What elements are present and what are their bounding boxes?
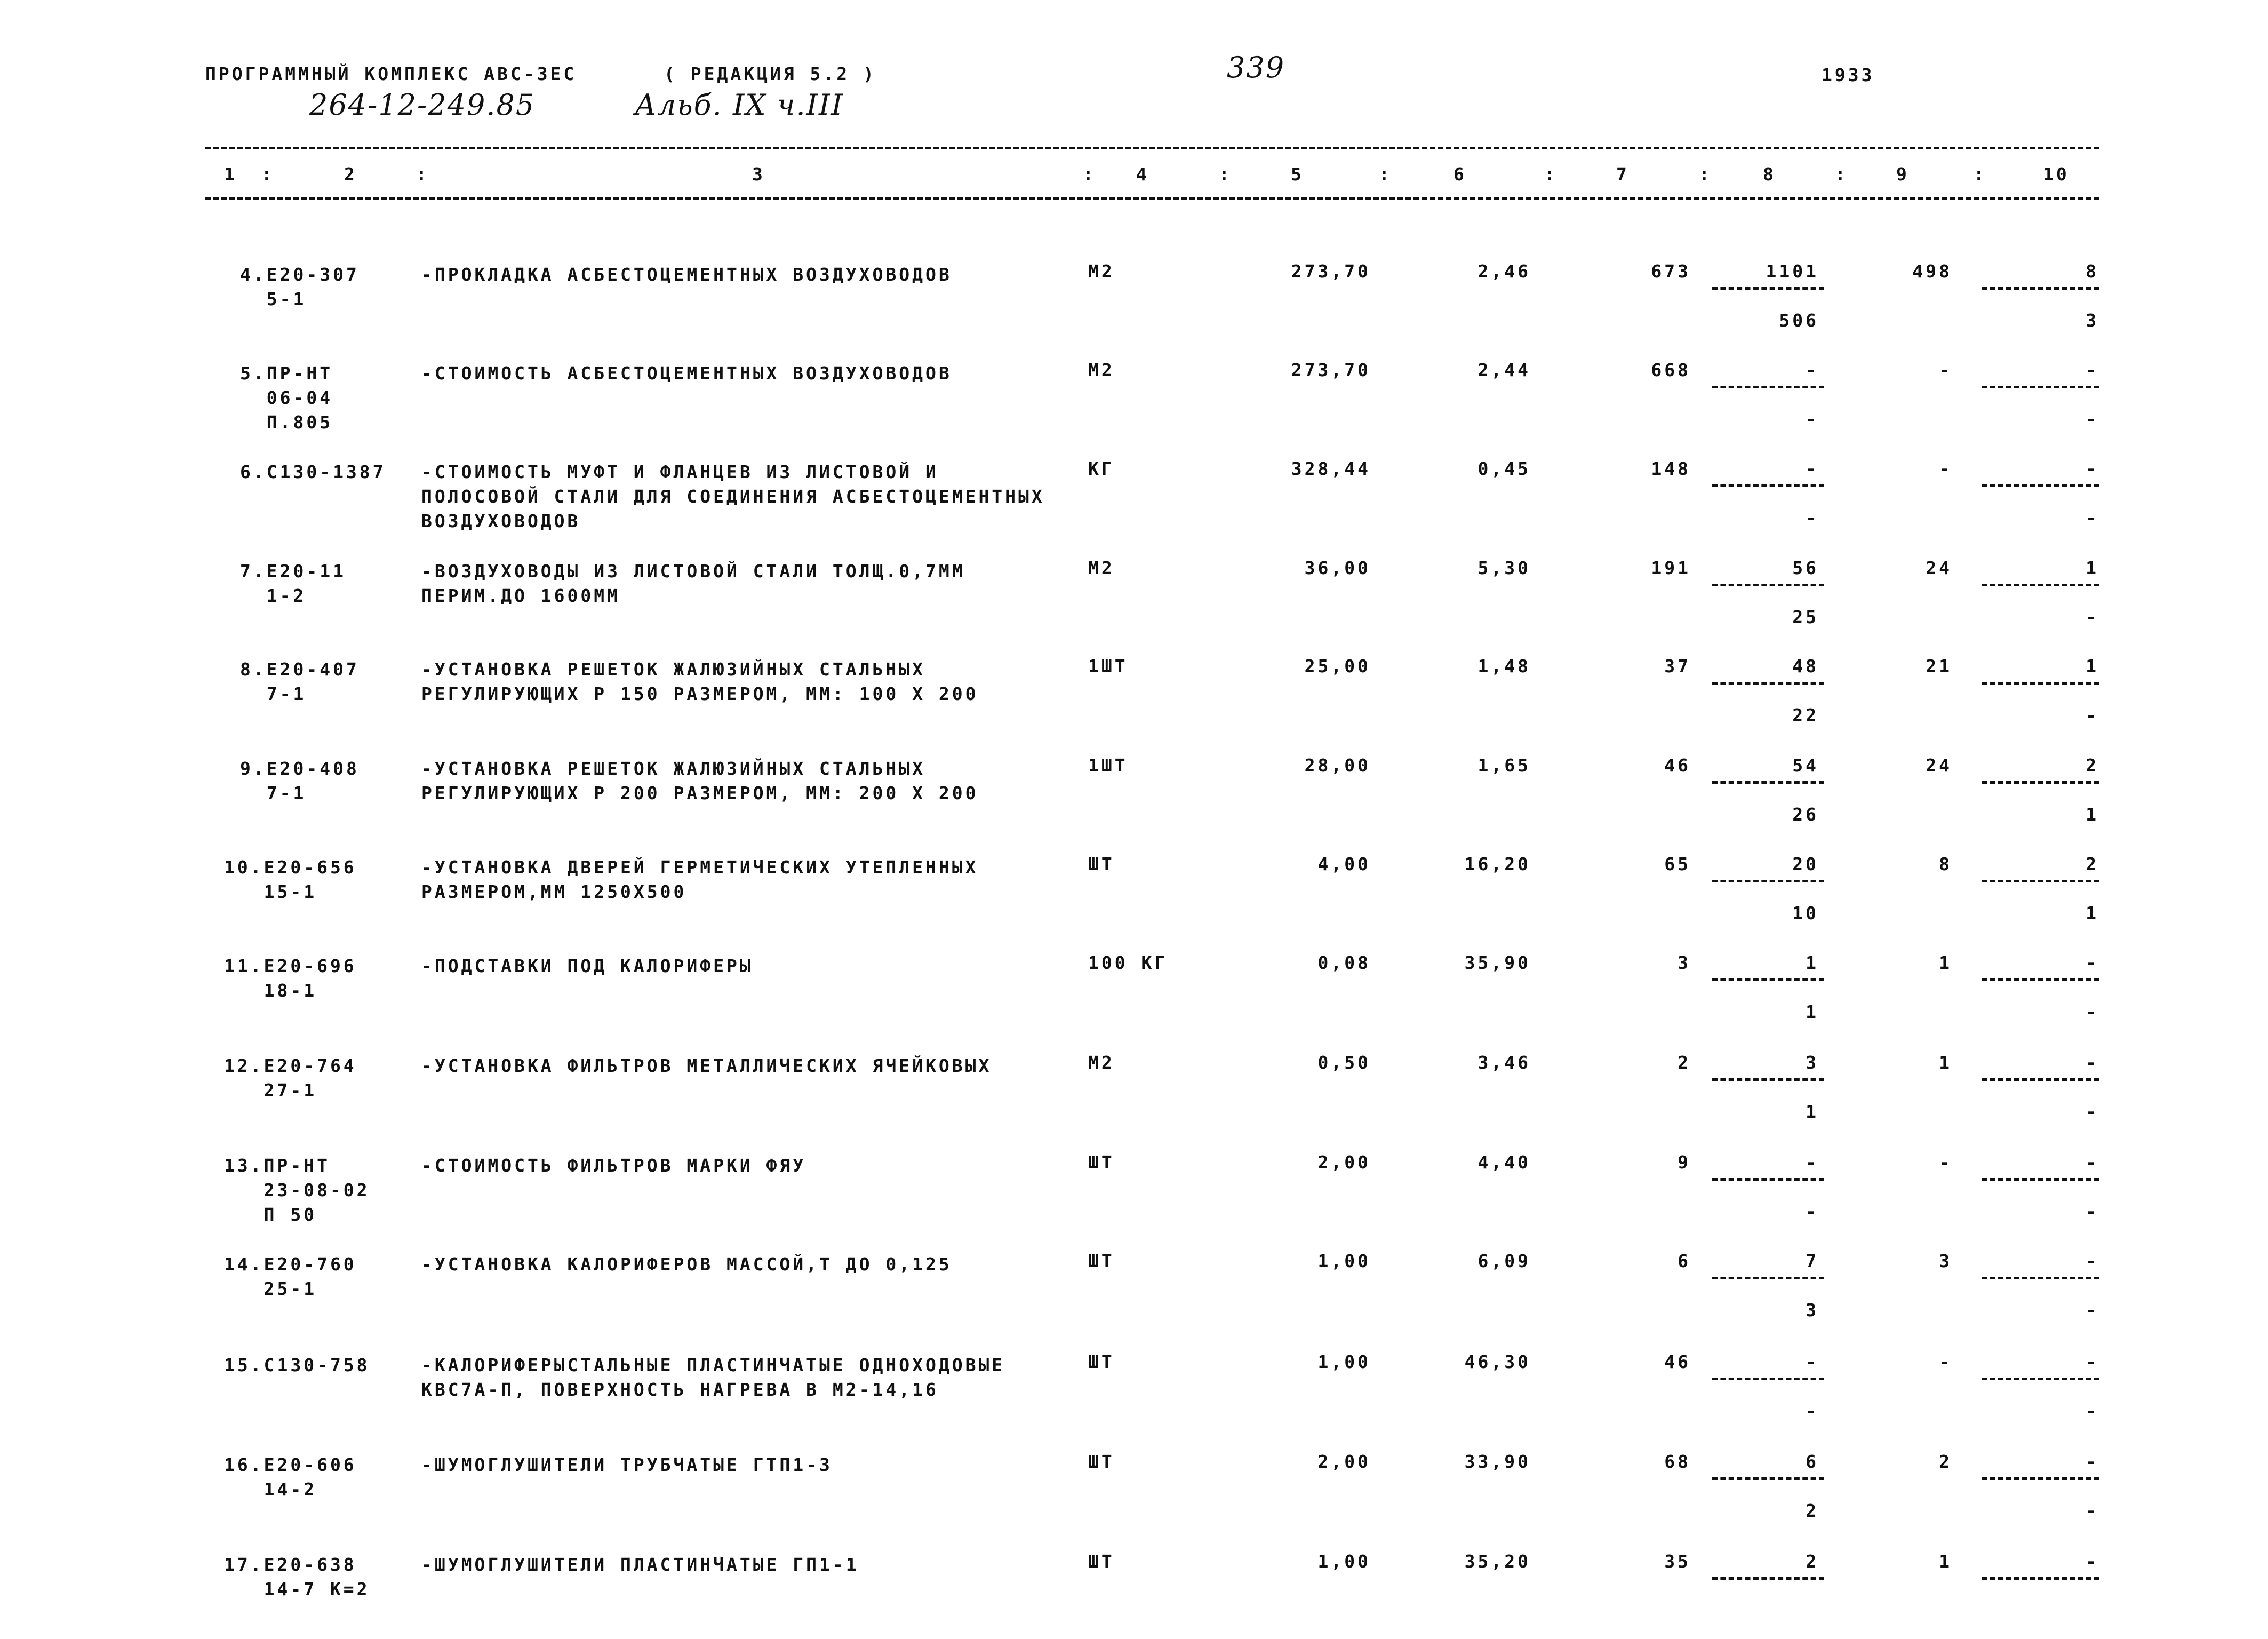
col8-bottom: 22 (1792, 705, 1819, 726)
column-header-9: 9 (1896, 164, 1910, 185)
col10-divider (1982, 1178, 2099, 1181)
unit-price: 5,30 (1478, 558, 1531, 578)
work-code: 15.С130-758 (224, 1355, 370, 1375)
total-cost: 673 (1651, 261, 1691, 282)
col10-bottom: - (2086, 607, 2099, 627)
header-bottom-divider (205, 197, 2099, 200)
work-code: 9.Е20-408 7-1 (240, 758, 360, 803)
work-description: -ВОЗДУХОВОДЫ ИЗ ЛИСТОВОЙ СТАЛИ ТОЛЩ.0,7ММ ПЕРИМ.ДО 1600ММ (421, 561, 965, 606)
col9-value: - (1939, 458, 1952, 479)
col8-divider (1712, 584, 1824, 586)
work-description: -УСТАНОВКА ДВЕРЕЙ ГЕРМЕТИЧЕСКИХ УТЕПЛЕННЫХ РАЗМЕРОМ,ММ 1250Х500 (421, 857, 979, 902)
col8-top: 2 (1806, 1551, 1819, 1572)
unit-price: 33,90 (1464, 1451, 1531, 1472)
work-description: -СТОИМОСТЬ ФИЛЬТРОВ МАРКИ ФЯУ (421, 1155, 806, 1176)
col10-bottom: - (2086, 1401, 2099, 1421)
program-title: ПРОГРАММНЫЙ КОМПЛЕКС АВС-ЗЕС (205, 63, 577, 84)
col8-bottom: - (1806, 1201, 1819, 1222)
handwritten-code: 264-12-249.85 (309, 88, 536, 122)
quantity: 28,00 (1304, 755, 1371, 776)
column-header-5: 5 (1291, 164, 1304, 185)
column-separator: : (1379, 164, 1392, 185)
col10-divider (1982, 1477, 2099, 1480)
col8-divider (1712, 386, 1824, 388)
work-code: 17.Е20-638 14-7 К=2 (224, 1554, 370, 1600)
col8-divider (1712, 682, 1824, 685)
col8-divider (1712, 287, 1824, 290)
col10-bottom: - (2086, 507, 2099, 528)
unit: КГ (1088, 458, 1115, 479)
col8-divider (1712, 978, 1824, 981)
col10-top: - (2086, 1052, 2099, 1073)
total-cost: 668 (1651, 360, 1691, 380)
unit-price: 16,20 (1464, 854, 1531, 874)
col8-bottom: 1 (1806, 1001, 1819, 1022)
unit-price: 1,65 (1478, 755, 1531, 776)
col8-bottom: - (1806, 409, 1819, 429)
quantity: 2,00 (1317, 1152, 1371, 1173)
col10-bottom: 1 (2086, 903, 2099, 924)
col9-value: - (1939, 1152, 1952, 1173)
col10-bottom: - (2086, 1001, 2099, 1022)
column-separator: : (1699, 164, 1712, 185)
col8-bottom: 2 (1806, 1500, 1819, 1521)
column-separator: : (1544, 164, 1558, 185)
col10-divider (1982, 682, 2099, 685)
col8-top: 6 (1806, 1451, 1819, 1472)
col9-value: 1 (1939, 1551, 1952, 1572)
col8-top: - (1806, 458, 1819, 479)
col8-top: 1101 (1766, 261, 1819, 282)
col10-divider (1982, 584, 2099, 586)
col10-top: 2 (2086, 755, 2099, 776)
total-cost: 68 (1664, 1451, 1691, 1472)
col10-top: 8 (2086, 261, 2099, 282)
work-code: 12.Е20-764 27-1 (224, 1055, 357, 1101)
work-description: -КАЛОРИФЕРЫСТАЛЬНЫЕ ПЛАСТИНЧАТЫЕ ОДНОХОДОВЫЕ КВС7А-П, ПОВЕРХНОСТЬ НАГРЕВА В М2-14,16 (421, 1355, 1005, 1400)
quantity: 0,08 (1317, 952, 1371, 973)
col8-divider (1712, 1577, 1824, 1580)
col10-top: - (2086, 1152, 2099, 1173)
col10-bottom: - (2086, 705, 2099, 726)
col10-bottom: - (2086, 1300, 2099, 1320)
handwritten-album: Альб. IX ч.III (635, 88, 844, 122)
col8-bottom: - (1806, 1401, 1819, 1421)
col9-value: 1 (1939, 1052, 1952, 1073)
unit: М2 (1088, 1052, 1115, 1073)
col10-top: - (2086, 1251, 2099, 1271)
unit: ШТ (1088, 1152, 1115, 1173)
col10-bottom: - (2086, 1500, 2099, 1521)
total-cost: 46 (1664, 1351, 1691, 1372)
total-cost: 37 (1664, 656, 1691, 677)
col10-top: 1 (2086, 656, 2099, 677)
work-description: -ПОДСТАВКИ ПОД КАЛОРИФЕРЫ (421, 956, 753, 976)
unit: 1ШТ (1088, 755, 1128, 776)
total-cost: 191 (1651, 558, 1691, 578)
unit: ШТ (1088, 1251, 1115, 1271)
col8-top: 48 (1792, 656, 1819, 677)
total-cost: 6 (1678, 1251, 1691, 1271)
col10-bottom: - (2086, 1101, 2099, 1122)
column-header-1: 1 (224, 164, 237, 185)
col10-divider (1982, 1378, 2099, 1380)
total-cost: 2 (1678, 1052, 1691, 1073)
unit-price: 3,46 (1478, 1052, 1531, 1073)
col9-value: - (1939, 1351, 1952, 1372)
col8-bottom: - (1806, 507, 1819, 528)
work-description: -СТОИМОСТЬ МУФТ И ФЛАНЦЕВ ИЗ ЛИСТОВОЙ И ПОЛОСОВОЙ СТАЛИ ДЛЯ СОЕДИНЕНИЯ АСБЕСТОЦЕМЕНТНЫХ ВОЗДУХОВОДОВ (421, 462, 1045, 531)
quantity: 2,00 (1317, 1451, 1371, 1472)
unit-price: 35,90 (1464, 952, 1531, 973)
col10-bottom: - (2086, 409, 2099, 429)
col10-divider (1982, 1078, 2099, 1081)
col8-top: - (1806, 1152, 1819, 1173)
unit: ШТ (1088, 1551, 1115, 1572)
column-header-2: 2 (344, 164, 357, 185)
col9-value: 24 (1926, 755, 1952, 776)
work-description: -УСТАНОВКА РЕШЕТОК ЖАЛЮЗИЙНЫХ СТАЛЬНЫХ РЕГУЛИРУЮЩИХ Р 200 РАЗМЕРОМ, ММ: 200 Х 200 (421, 758, 979, 803)
total-cost: 46 (1664, 755, 1691, 776)
unit-price: 6,09 (1478, 1251, 1531, 1271)
col8-divider (1712, 1277, 1824, 1279)
work-code: 5.ПР-НТ 06-04 П.805 (240, 363, 333, 433)
total-cost: 65 (1664, 854, 1691, 874)
unit: М2 (1088, 360, 1115, 380)
col8-bottom: 1 (1806, 1101, 1819, 1122)
col10-divider (1982, 978, 2099, 981)
unit: М2 (1088, 261, 1115, 282)
column-separator: : (1219, 164, 1232, 185)
col8-top: 7 (1806, 1251, 1819, 1271)
column-separator: : (416, 164, 429, 185)
work-description: -ПРОКЛАДКА АСБЕСТОЦЕМЕНТНЫХ ВОЗДУХОВОДОВ (421, 264, 952, 285)
quantity: 273,70 (1291, 261, 1371, 282)
col10-bottom: 3 (2086, 310, 2099, 331)
column-separator: : (1835, 164, 1848, 185)
col8-bottom: 26 (1792, 804, 1819, 825)
col8-top: 3 (1806, 1052, 1819, 1073)
total-cost: 148 (1651, 458, 1691, 479)
column-separator: : (261, 164, 275, 185)
quantity: 25,00 (1304, 656, 1371, 677)
col10-divider (1982, 287, 2099, 290)
unit-price: 46,30 (1464, 1351, 1531, 1372)
col10-top: - (2086, 458, 2099, 479)
col10-top: - (2086, 1351, 2099, 1372)
total-cost: 3 (1678, 952, 1691, 973)
col9-value: - (1939, 360, 1952, 380)
col8-top: 1 (1806, 952, 1819, 973)
work-code: 14.Е20-760 25-1 (224, 1254, 357, 1299)
quantity: 1,00 (1317, 1351, 1371, 1372)
work-description: -УСТАНОВКА КАЛОРИФЕРОВ МАССОЙ,Т ДО 0,125 (421, 1254, 952, 1275)
total-cost: 35 (1664, 1551, 1691, 1572)
header-top-divider (205, 147, 2099, 149)
column-separator: : (1083, 164, 1096, 185)
column-header-7: 7 (1616, 164, 1630, 185)
col10-top: - (2086, 1451, 2099, 1472)
work-code: 6.С130-1387 (240, 462, 386, 482)
work-description: -СТОИМОСТЬ АСБЕСТОЦЕМЕНТНЫХ ВОЗДУХОВОДОВ (421, 363, 952, 384)
unit: ШТ (1088, 1451, 1115, 1472)
quantity: 328,44 (1291, 458, 1371, 479)
column-header-4: 4 (1136, 164, 1149, 185)
column-header-8: 8 (1763, 164, 1776, 185)
col9-value: 1 (1939, 952, 1952, 973)
col10-divider (1982, 386, 2099, 388)
unit-price: 2,44 (1478, 360, 1531, 380)
unit: 1ШТ (1088, 656, 1128, 677)
page-number: 1933 (1822, 65, 1875, 85)
work-code: 13.ПР-НТ 23-08-02 П 50 (224, 1155, 370, 1225)
unit: ШТ (1088, 1351, 1115, 1372)
total-cost: 9 (1678, 1152, 1691, 1173)
col9-value: 2 (1939, 1451, 1952, 1472)
work-code: 8.Е20-407 7-1 (240, 659, 360, 704)
col10-divider (1982, 880, 2099, 882)
col10-top: - (2086, 952, 2099, 973)
unit-price: 2,46 (1478, 261, 1531, 282)
work-code: 7.Е20-11 1-2 (240, 561, 346, 606)
col10-bottom: - (2086, 1201, 2099, 1222)
work-description: -ШУМОГЛУШИТЕЛИ ТРУБЧАТЫЕ ГТП1-3 (421, 1454, 833, 1475)
quantity: 1,00 (1317, 1251, 1371, 1271)
col8-bottom: 506 (1779, 310, 1819, 331)
col10-top: - (2086, 1551, 2099, 1572)
work-description: -УСТАНОВКА РЕШЕТОК ЖАЛЮЗИЙНЫХ СТАЛЬНЫХ РЕГУЛИРУЮЩИХ Р 150 РАЗМЕРОМ, ММ: 100 Х 200 (421, 659, 979, 704)
column-separator: : (1974, 164, 1987, 185)
col8-bottom: 10 (1792, 903, 1819, 924)
col8-divider (1712, 880, 1824, 882)
col8-divider (1712, 1078, 1824, 1081)
work-code: 4.Е20-307 5-1 (240, 264, 360, 309)
col9-value: 24 (1926, 558, 1952, 578)
col10-divider (1982, 484, 2099, 487)
quantity: 4,00 (1317, 854, 1371, 874)
work-code: 16.Е20-606 14-2 (224, 1454, 357, 1500)
quantity: 273,70 (1291, 360, 1371, 380)
column-header-3: 3 (752, 164, 765, 185)
col8-top: 20 (1792, 854, 1819, 874)
unit-price: 4,40 (1478, 1152, 1531, 1173)
col10-divider (1982, 1577, 2099, 1580)
col8-divider (1712, 1378, 1824, 1380)
unit: ШТ (1088, 854, 1115, 874)
edition-label: ( РЕДАКЦИЯ 5.2 ) (664, 63, 876, 84)
unit: М2 (1088, 558, 1115, 578)
col8-bottom: 25 (1792, 607, 1819, 627)
col10-top: - (2086, 360, 2099, 380)
quantity: 0,50 (1317, 1052, 1371, 1073)
col8-divider (1712, 781, 1824, 784)
col9-value: 3 (1939, 1251, 1952, 1271)
unit: 100 КГ (1088, 952, 1168, 973)
work-code: 11.Е20-696 18-1 (224, 956, 357, 1001)
col9-value: 8 (1939, 854, 1952, 874)
col10-divider (1982, 781, 2099, 784)
col9-value: 498 (1912, 261, 1952, 282)
col10-top: 1 (2086, 558, 2099, 578)
col9-value: 21 (1926, 656, 1952, 677)
work-description: -УСТАНОВКА ФИЛЬТРОВ МЕТАЛЛИЧЕСКИХ ЯЧЕЙКОВЫХ (421, 1055, 992, 1076)
col8-top: - (1806, 1351, 1819, 1372)
quantity: 1,00 (1317, 1551, 1371, 1572)
column-header-10: 10 (2043, 164, 2070, 185)
col8-top: 54 (1792, 755, 1819, 776)
col8-divider (1712, 1178, 1824, 1181)
col10-top: 2 (2086, 854, 2099, 874)
col8-top: - (1806, 360, 1819, 380)
col8-bottom: 3 (1806, 1300, 1819, 1320)
unit-price: 35,20 (1464, 1551, 1531, 1572)
quantity: 36,00 (1304, 558, 1371, 578)
col8-top: 56 (1792, 558, 1819, 578)
col10-bottom: 1 (2086, 804, 2099, 825)
unit-price: 0,45 (1478, 458, 1531, 479)
column-header-6: 6 (1454, 164, 1467, 185)
work-description: -ШУМОГЛУШИТЕЛИ ПЛАСТИНЧАТЫЕ ГП1-1 (421, 1554, 859, 1575)
col10-divider (1982, 1277, 2099, 1279)
col8-divider (1712, 484, 1824, 487)
col8-divider (1712, 1477, 1824, 1480)
unit-price: 1,48 (1478, 656, 1531, 677)
handwritten-page-number: 339 (1227, 51, 1285, 84)
work-code: 10.Е20-656 15-1 (224, 857, 357, 902)
